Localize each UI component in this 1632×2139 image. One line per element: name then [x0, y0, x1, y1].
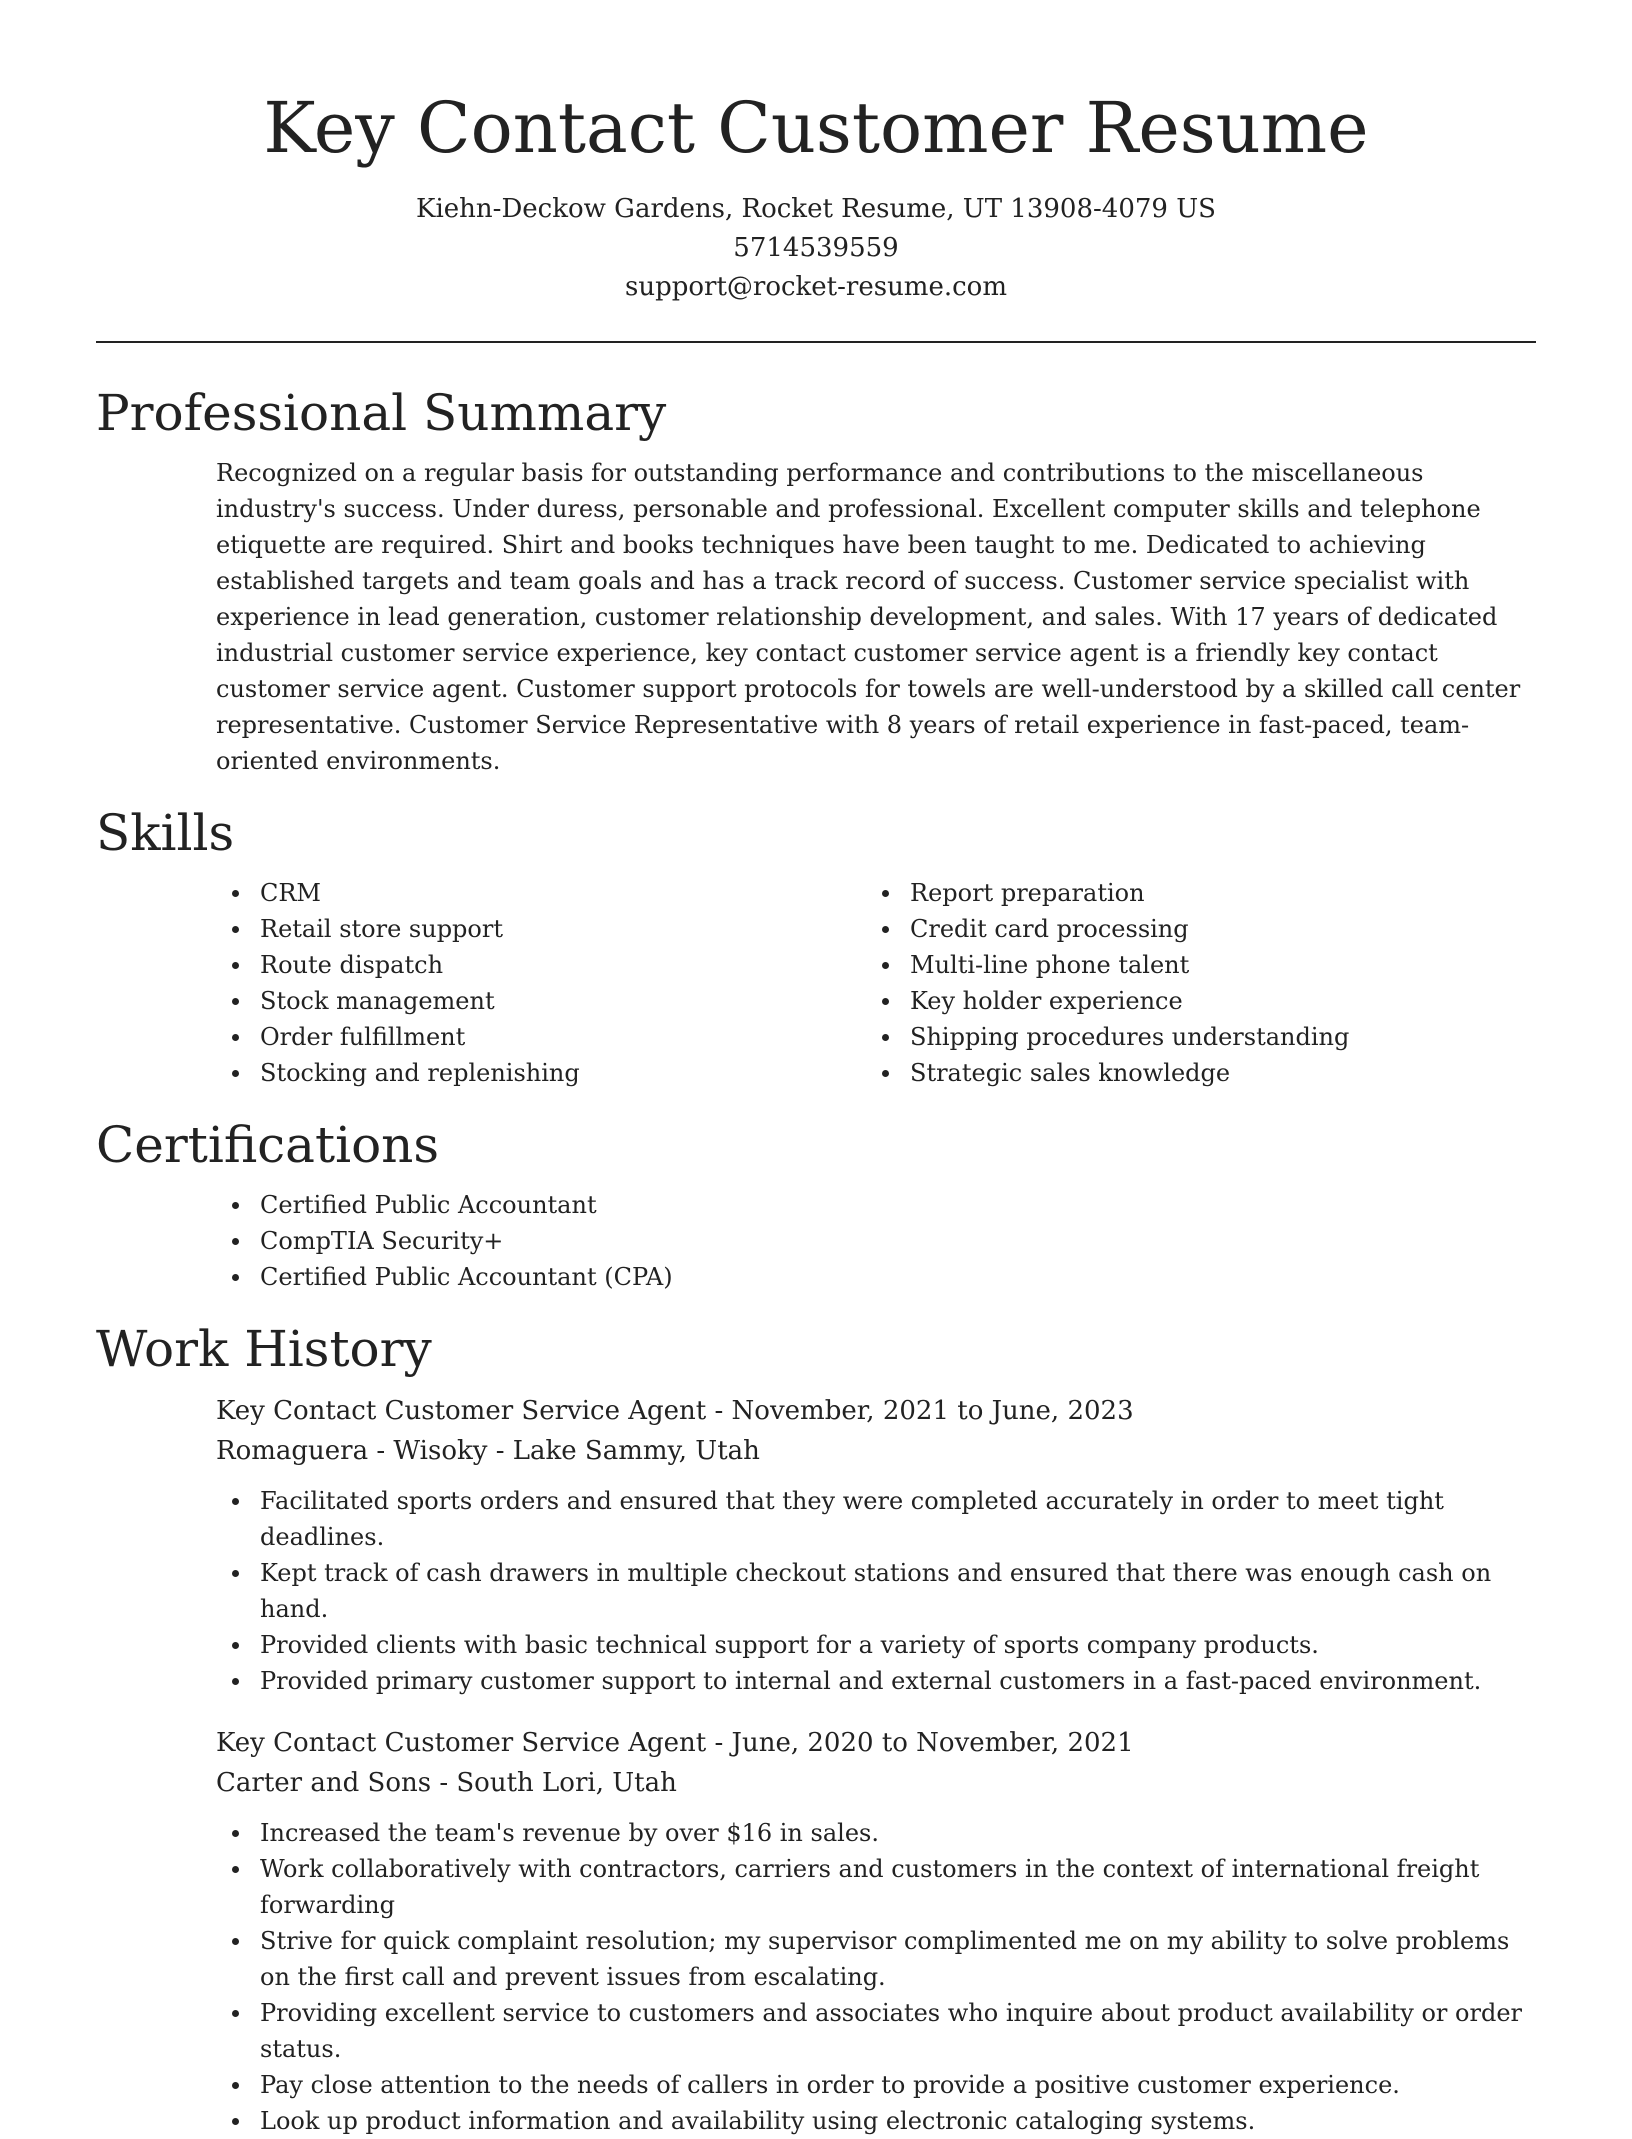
work-history-section: [96, 1319, 1536, 2139]
certification-item: Certified Public Accountant: [216, 1187, 1536, 1223]
job-bullet: Work collaboratively with contractors, carriers and customers in the context of international freight forwarding: [216, 1851, 1536, 1923]
header-divider: [96, 341, 1536, 343]
summary-text: Recognized on a regular basis for outstanding performance and contributions to the miscellaneous industry's success. Under duress, personable and professional. Excellent computer skills and telephone etiquette are required. Shirt and books techniques have been taught to me. Dedicated to achieving established targets and team goals and has a track record of success. Customer service specialist with experience in lead generation, customer relationship development, and sales. With 17 years of dedicated industrial customer service experience, key contact customer service agent is a friendly key contact customer service agent. Customer support protocols for towels are well-understood by a skilled call center representative. Customer Service Representative with 8 years of retail experience in fast-paced, team-oriented environments.: [216, 459, 1521, 775]
skill-item: Report preparation: [866, 875, 1516, 911]
job-bullet: Kept track of cash drawers in multiple checkout stations and ensured that there was enough cash on hand.: [216, 1555, 1536, 1627]
job-bullet: Facilitated sports orders and ensured that they were completed accurately in order to meet tight deadlines.: [216, 1483, 1536, 1555]
job-bullet: Providing excellent service to customers and associates who inquire about product availability or order status.: [216, 1995, 1536, 2067]
summary-section: [96, 383, 1536, 779]
skill-item: Credit card processing: [866, 911, 1516, 947]
certification-item: CompTIA Security+: [216, 1223, 1536, 1259]
skill-item: Strategic sales knowledge: [866, 1055, 1516, 1091]
skill-item: Retail store support: [216, 911, 866, 947]
skill-item: Key holder experience: [866, 983, 1516, 1019]
skill-item: Stock management: [216, 983, 866, 1019]
job-entry: [216, 1391, 1536, 1699]
skills-column-left: [216, 875, 866, 1091]
job-bullet: Provided primary customer support to internal and external customers in a fast-paced environment.: [216, 1663, 1536, 1699]
summary-heading: Professional Summary: [96, 384, 667, 442]
job-bullets: [216, 1815, 1536, 2139]
work-history-heading: Work History: [96, 1320, 432, 1378]
skill-item: CRM: [216, 875, 866, 911]
job-bullet: Increased the team's revenue by over $16 in sales.: [216, 1815, 1536, 1851]
certifications-list: [216, 1187, 1536, 1295]
skills-heading: Skills: [96, 804, 235, 862]
certifications-heading: Certifications: [96, 1116, 440, 1174]
resume-name: Key Contact Customer Resume: [263, 87, 1369, 169]
job-bullets: [216, 1483, 1536, 1699]
job-company-location: Romaguera - Wisoky - Lake Sammy, Utah: [216, 1436, 760, 1466]
contact-address: Kiehn-Deckow Gardens, Rocket Resume, UT 13908-4079 US: [416, 194, 1216, 224]
skill-item: Stocking and replenishing: [216, 1055, 866, 1091]
skills-column-right: [866, 875, 1516, 1091]
skill-item: Multi-line phone talent: [866, 947, 1516, 983]
skill-item: Route dispatch: [216, 947, 866, 983]
job-bullet: Look up product information and availability using electronic cataloging systems.: [216, 2103, 1536, 2139]
resume-header: [96, 0, 1536, 307]
contact-phone: 5714539559: [733, 233, 899, 263]
job-bullet: Provided clients with basic technical support for a variety of sports company products.: [216, 1627, 1536, 1663]
certification-item: Certified Public Accountant (CPA): [216, 1259, 1536, 1295]
skills-section: [96, 803, 1536, 1091]
job-company-location: Carter and Sons - South Lori, Utah: [216, 1768, 677, 1798]
job-bullet: Pay close attention to the needs of callers in order to provide a positive customer experience.: [216, 2067, 1536, 2103]
job-entry: [216, 1723, 1536, 2139]
contact-block: [96, 190, 1536, 307]
job-title-dates: Key Contact Customer Service Agent - June, 2020 to November, 2021: [216, 1728, 1134, 1758]
job-bullet: Strive for quick complaint resolution; my supervisor complimented me on my ability to solve problems on the first call and prevent issues from escalating.: [216, 1923, 1536, 1995]
skills-grid: [216, 875, 1536, 1091]
skill-item: Shipping procedures understanding: [866, 1019, 1516, 1055]
contact-email: support@rocket-resume.com: [624, 272, 1007, 302]
job-title-dates: Key Contact Customer Service Agent - November, 2021 to June, 2023: [216, 1396, 1134, 1426]
certifications-section: [96, 1115, 1536, 1295]
resume-page: [96, 0, 1536, 2139]
skill-item: Order fulfillment: [216, 1019, 866, 1055]
